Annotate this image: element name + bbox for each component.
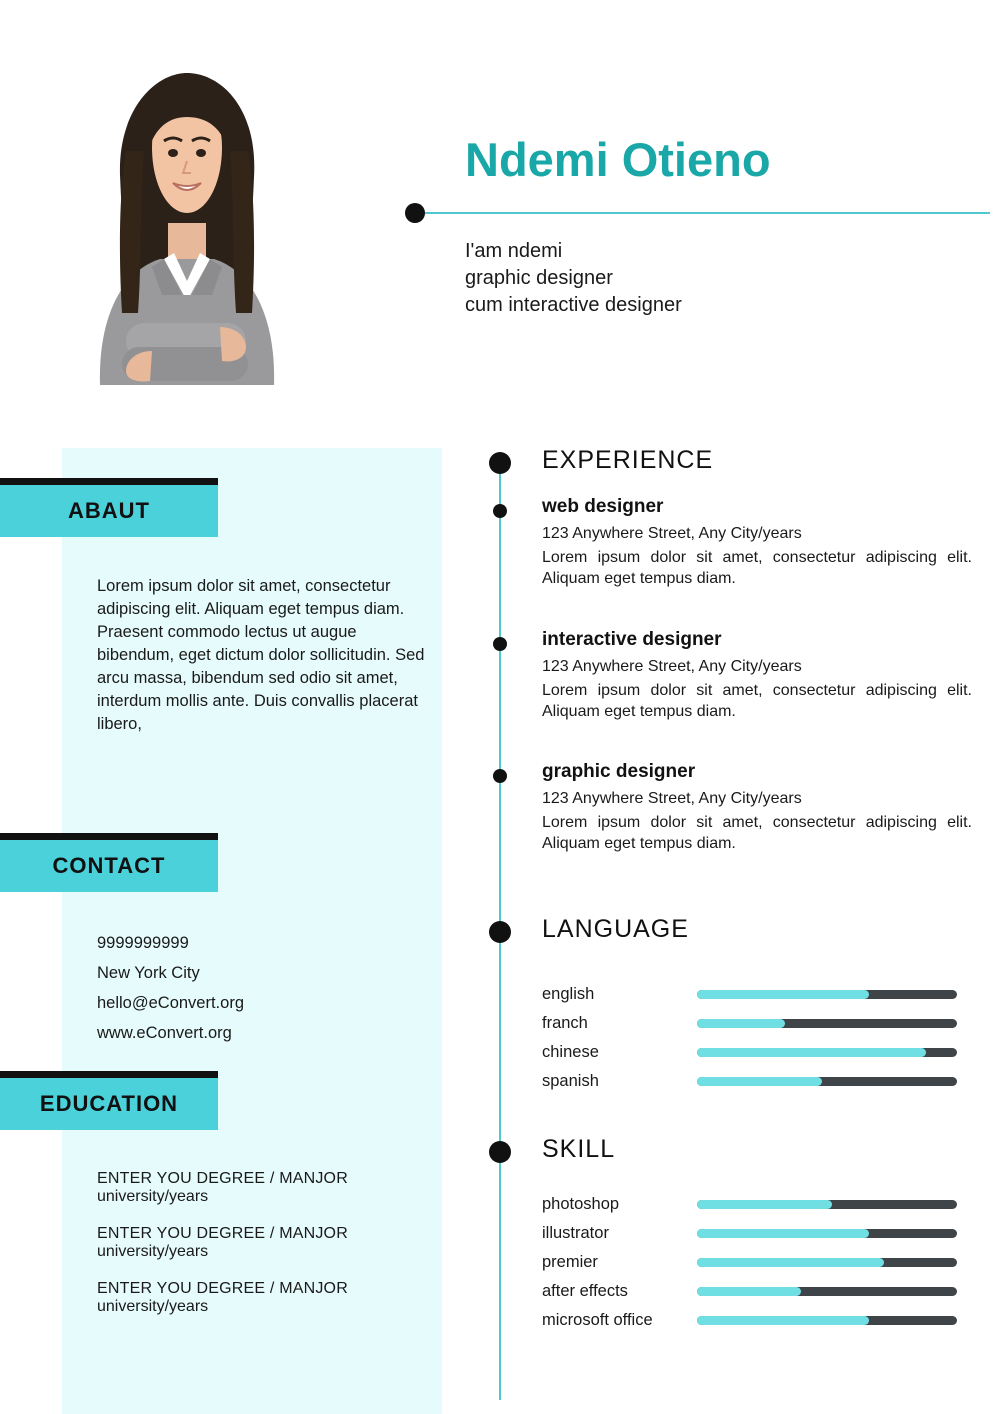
portrait-illustration: [60, 55, 310, 385]
bar-fill: [697, 1258, 884, 1267]
experience-item: [542, 629, 972, 722]
header-divider: [425, 212, 990, 214]
section-header-contact: [0, 840, 218, 892]
contact-item[interactable]: New York City: [97, 964, 200, 982]
education-item: [97, 1225, 427, 1261]
contact-item[interactable]: www.eConvert.org: [97, 1024, 232, 1042]
experience-meta: 123 Anywhere Street, Any City/years: [542, 790, 802, 807]
language-bars: [542, 980, 962, 1096]
bar-fill: [697, 990, 869, 999]
education-school: university/years: [97, 1298, 209, 1315]
education-degree: ENTER YOU DEGREE / MANJOR: [97, 1280, 348, 1297]
bar-fill: [697, 1019, 785, 1028]
timeline-dot-language: [489, 921, 511, 943]
bar-fill: [697, 1077, 822, 1086]
experience-description: Lorem ipsum dolor sit amet, consectetur adipiscing elit. Aliquam eget tempus diam.: [542, 682, 972, 720]
contact-item[interactable]: 9999999999: [97, 934, 189, 952]
timeline-dot-job-0: [493, 504, 507, 518]
bar-row: [542, 1038, 962, 1067]
education-item: [97, 1170, 427, 1206]
experience-description: Lorem ipsum dolor sit amet, consectetur adipiscing elit. Aliquam eget tempus diam.: [542, 549, 972, 587]
page-title: Ndemi Otieno: [465, 133, 771, 186]
bar-label: photoshop: [542, 1195, 620, 1213]
bar-label: premier: [542, 1253, 598, 1271]
section-header-education: [0, 1078, 218, 1130]
experience-meta: 123 Anywhere Street, Any City/years: [542, 658, 802, 675]
section-title-experience: EXPERIENCE: [542, 446, 714, 474]
bar-row: [542, 1219, 962, 1248]
bar-row: [542, 1277, 962, 1306]
bar-track: [697, 1229, 957, 1238]
bar-row: [542, 1190, 962, 1219]
header-bullet-dot: [405, 203, 425, 223]
tagline-line: cum interactive designer: [465, 294, 682, 316]
section-header-education-label: EDUCATION: [39, 1091, 179, 1116]
bar-track: [697, 1019, 957, 1028]
bar-label: chinese: [542, 1043, 599, 1061]
tagline-line: I'am ndemi: [465, 240, 563, 262]
bar-label: microsoft office: [542, 1311, 653, 1329]
contact-list: [97, 928, 244, 1048]
bar-label: spanish: [542, 1072, 599, 1090]
bar-track: [697, 1316, 957, 1325]
education-school: university/years: [97, 1188, 209, 1205]
section-title-language: LANGUAGE: [542, 915, 689, 943]
profile-photo: [60, 55, 310, 385]
section-header-contact-label: CONTACT: [52, 853, 166, 878]
experience-role: graphic designer: [542, 761, 696, 782]
bar-row: [542, 1067, 962, 1096]
experience-item: [542, 761, 972, 854]
bar-track: [697, 1287, 957, 1296]
bar-track: [697, 1200, 957, 1209]
timeline-dot-skill: [489, 1141, 511, 1163]
experience-role: interactive designer: [542, 629, 722, 650]
tagline: [465, 238, 682, 319]
skill-bars: [542, 1190, 962, 1335]
education-item: [97, 1280, 427, 1316]
bar-label: english: [542, 985, 595, 1003]
timeline-dot-job-1: [493, 637, 507, 651]
bar-fill: [697, 1229, 869, 1238]
education-degree: ENTER YOU DEGREE / MANJOR: [97, 1170, 348, 1187]
timeline-dot-experience: [489, 452, 511, 474]
bar-label: after effects: [542, 1282, 628, 1300]
experience-description: Lorem ipsum dolor sit amet, consectetur adipiscing elit. Aliquam eget tempus diam.: [542, 814, 972, 852]
section-title-skill: SKILL: [542, 1135, 616, 1163]
experience-meta: 123 Anywhere Street, Any City/years: [542, 525, 802, 542]
tagline-line: graphic designer: [465, 267, 613, 289]
bar-track: [697, 1258, 957, 1267]
experience-role: web designer: [542, 496, 664, 517]
bar-fill: [697, 1048, 926, 1057]
education-list: [97, 1170, 427, 1335]
bar-label: illustrator: [542, 1224, 609, 1242]
section-header-about-label: ABAUT: [68, 498, 150, 523]
education-school: university/years: [97, 1243, 209, 1260]
bar-track: [697, 990, 957, 999]
about-text: Lorem ipsum dolor sit amet, consectetur adipiscing elit. Aliquam eget tempus diam. Praesent commodo lectus ut augue bibendum, eget dictum dolor sollicitudin. Sed arcu massa, bibendum sed odio sit amet, interdum mollis ante. Duis convallis placerat libero,: [97, 577, 425, 733]
bar-label: franch: [542, 1014, 588, 1032]
bar-fill: [697, 1316, 869, 1325]
contact-item[interactable]: hello@eConvert.org: [97, 994, 244, 1012]
bar-fill: [697, 1287, 801, 1296]
bar-fill: [697, 1200, 832, 1209]
timeline-dot-job-2: [493, 769, 507, 783]
bar-row: [542, 1248, 962, 1277]
bar-row: [542, 1306, 962, 1335]
bar-row: [542, 1009, 962, 1038]
bar-track: [697, 1077, 957, 1086]
section-header-about: [0, 485, 218, 537]
education-degree: ENTER YOU DEGREE / MANJOR: [97, 1225, 348, 1242]
bar-track: [697, 1048, 957, 1057]
bar-row: [542, 980, 962, 1009]
experience-item: [542, 496, 972, 589]
